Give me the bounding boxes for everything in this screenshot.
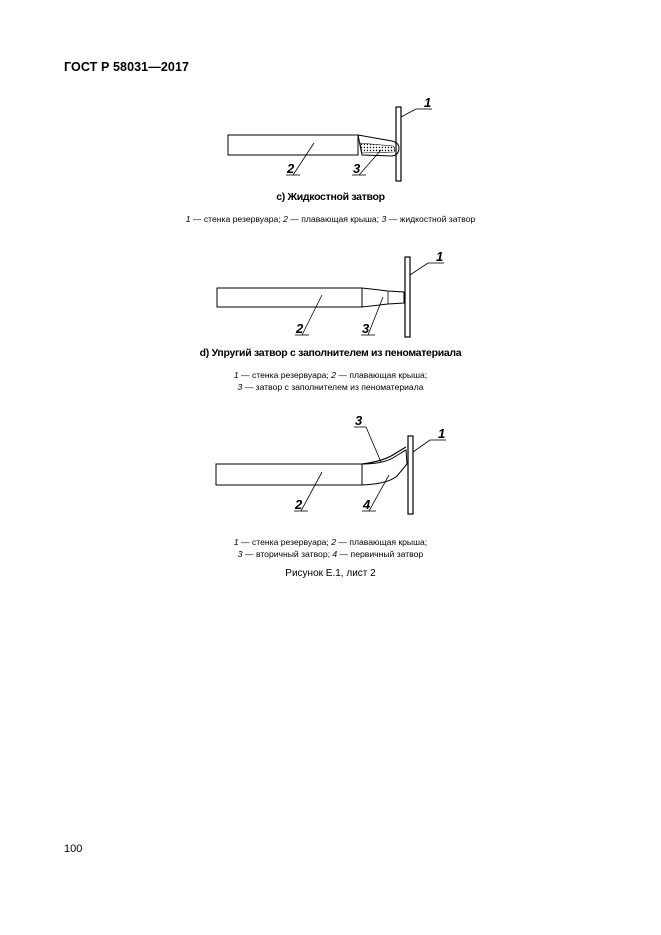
tank-wall-d <box>405 257 410 337</box>
tank-wall-c <box>396 107 401 181</box>
label-1: 1 <box>436 249 444 264</box>
legend-text: — стенка резервуара; <box>238 370 332 380</box>
legend-text: — плавающая крыша; <box>335 537 428 547</box>
legend-number: 1 <box>233 537 239 547</box>
label-2: 2 <box>296 321 304 336</box>
legend-text: — жидкостной затвор <box>386 214 476 224</box>
figure-e-drawing <box>0 412 661 522</box>
label-1: 1 <box>438 426 446 441</box>
leader-line-2 <box>301 472 322 511</box>
legend-line <box>0 536 661 548</box>
leader-line-2 <box>293 143 314 175</box>
figure-d-legend <box>0 369 661 393</box>
legend-line <box>0 381 661 393</box>
legend-number: 3 <box>237 382 243 392</box>
legend-number: 3 <box>381 214 387 224</box>
page-number: 100 <box>64 843 83 855</box>
floating-roof-e <box>216 464 362 485</box>
leader-line-1 <box>410 263 428 275</box>
leader-line-1 <box>401 109 416 117</box>
leader-line-3 <box>366 427 381 462</box>
label-3: 3 <box>353 161 361 176</box>
label-3: 3 <box>355 413 363 428</box>
leader-line-2 <box>302 295 322 335</box>
legend-text: — вторичный затвор; <box>242 549 333 559</box>
figure-c-legend <box>0 213 661 225</box>
legend-text: — стенка резервуара; <box>190 214 284 224</box>
tank-wall-e <box>408 436 413 514</box>
primary-seal-outline <box>362 450 407 485</box>
legend-line <box>0 369 661 381</box>
legend-number: 1 <box>185 214 191 224</box>
label-2: 2 <box>295 497 303 512</box>
legend-number: 2 <box>331 537 336 547</box>
figure-c-svg <box>0 95 661 190</box>
figure-d-svg <box>0 245 661 345</box>
label-4: 4 <box>363 497 371 512</box>
legend-number: 2 <box>331 370 336 380</box>
legend-number: 2 <box>283 214 288 224</box>
label-2: 2 <box>287 161 295 176</box>
legend-text: — плавающая крыша; <box>335 370 428 380</box>
legend-number: 3 <box>237 549 243 559</box>
figure-c-drawing <box>0 95 661 190</box>
label-3: 3 <box>362 321 370 336</box>
legend-text: — стенка резервуара; <box>238 537 332 547</box>
floating-roof-d <box>217 288 362 307</box>
figure-title: Рисунок Е.1, лист 2 <box>285 568 376 579</box>
floating-roof-c <box>228 135 358 155</box>
leader-line-4 <box>369 475 389 511</box>
legend-number: 1 <box>233 370 239 380</box>
legend-text: — плавающая крыша; <box>287 214 382 224</box>
liquid-fill <box>360 143 395 153</box>
figure-d-caption: d) Упругий затвор с заполнителем из пеноматериала <box>199 347 462 359</box>
figure-d-drawing <box>0 245 661 345</box>
figure-c-caption: c) Жидкостной затвор <box>276 191 385 203</box>
legend-text: — затвор с заполнителем из пеноматериала <box>242 382 424 392</box>
leader-line-3 <box>368 297 383 335</box>
document-header: ГОСТ Р 58031—2017 <box>64 60 190 74</box>
legend-line <box>0 548 661 560</box>
figure-e-legend <box>0 536 661 560</box>
leader-line-1 <box>413 440 430 452</box>
legend-text: — первичный затвор <box>337 549 424 559</box>
legend-number: 4 <box>332 549 338 559</box>
leader-line-3 <box>359 150 381 175</box>
label-1: 1 <box>424 95 432 110</box>
figure-e-svg <box>0 412 661 522</box>
